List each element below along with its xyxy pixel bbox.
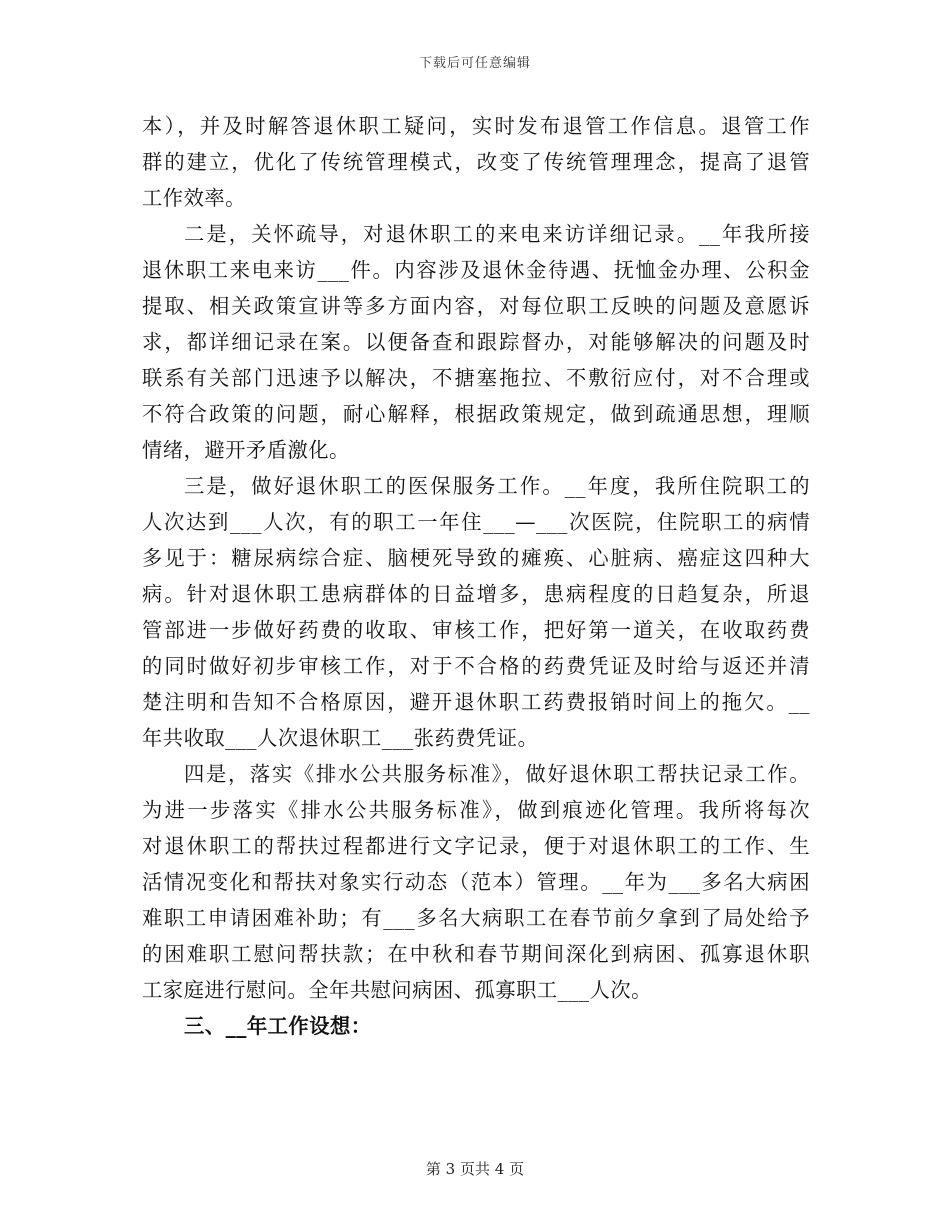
paragraph	[142, 756, 810, 1008]
paragraph	[142, 468, 810, 756]
paragraph	[142, 216, 810, 468]
text-line: 多见于：糖尿病综合症、脑梗死导致的瘫痪、心脏病、癌症这四种大	[142, 546, 810, 570]
document-body	[142, 108, 810, 1044]
text-line: 本），并及时解答退休职工疑问，实时发布退管工作信息。退管工作	[142, 114, 810, 138]
text-line: 对退休职工的帮扶过程都进行文字记录，便于对退休职工的工作、生	[142, 834, 810, 858]
text-line: 的困难职工慰问帮扶款；在中秋和春节期间深化到病困、孤寡退休职	[142, 942, 810, 966]
text-line: 提取、相关政策宣讲等多方面内容，对每位职工反映的问题及意愿诉	[142, 294, 810, 318]
text-line: 管部进一步做好药费的收取、审核工作，把好第一道关，在收取药费	[142, 618, 810, 642]
text-line: 活情况变化和帮扶对象实行动态（范本）管理。__年为___多名大病困	[142, 870, 810, 894]
text-line: 年共收取___人次退休职工___张药费凭证。	[142, 726, 539, 750]
section-heading: 三、__年工作设想：	[184, 1014, 372, 1038]
text-line: 不符合政策的问题，耐心解释，根据政策规定，做到疏通思想，理顺	[142, 402, 810, 426]
text-line: 退休职工来电来访___件。内容涉及退休金待遇、抚恤金办理、公积金	[142, 258, 810, 282]
text-line: 联系有关部门迅速予以解决，不搪塞拖拉、不敷衍应付，对不合理或	[142, 366, 810, 390]
text-line: 群的建立，优化了传统管理模式，改变了传统管理理念，提高了退管	[142, 150, 810, 174]
text-line: 为进一步落实《排水公共服务标准》，做到痕迹化管理。我所将每次	[142, 798, 810, 822]
text-line: 三是，做好退休职工的医保服务工作。__年度，我所住院职工的	[184, 474, 810, 498]
page-header: 下载后可任意编辑	[418, 56, 531, 71]
text-line: 情绪，避开矛盾激化。	[142, 438, 350, 462]
text-line: 楚注明和告知不合格原因，避开退休职工药费报销时间上的拖欠。__	[142, 690, 810, 714]
text-line: 的同时做好初步审核工作，对于不合格的药费凭证及时给与返还并清	[142, 654, 810, 678]
text-line: 难职工申请困难补助；有___多名大病职工在春节前夕拿到了局处给予	[142, 906, 810, 930]
paragraph	[142, 108, 810, 216]
text-line: 二是，关怀疏导，对退休职工的来电来访详细记录。__年我所接	[184, 222, 810, 246]
page-number: 第 3 页共 4 页	[425, 1160, 525, 1178]
text-line: 四是，落实《排水公共服务标准》，做好退休职工帮扶记录工作。	[184, 762, 810, 786]
text-line: 病。针对退休职工患病群体的日益增多，患病程度的日趋复杂，所退	[142, 582, 810, 606]
text-line: 人次达到___人次，有的职工一年住___—___次医院，住院职工的病情	[142, 510, 810, 534]
text-line: 工作效率。	[142, 186, 246, 210]
text-line: 工家庭进行慰问。全年共慰问病困、孤寡职工___人次。	[142, 978, 652, 1002]
text-line: 求，都详细记录在案。以便备查和跟踪督办，对能够解决的问题及时	[142, 330, 810, 354]
